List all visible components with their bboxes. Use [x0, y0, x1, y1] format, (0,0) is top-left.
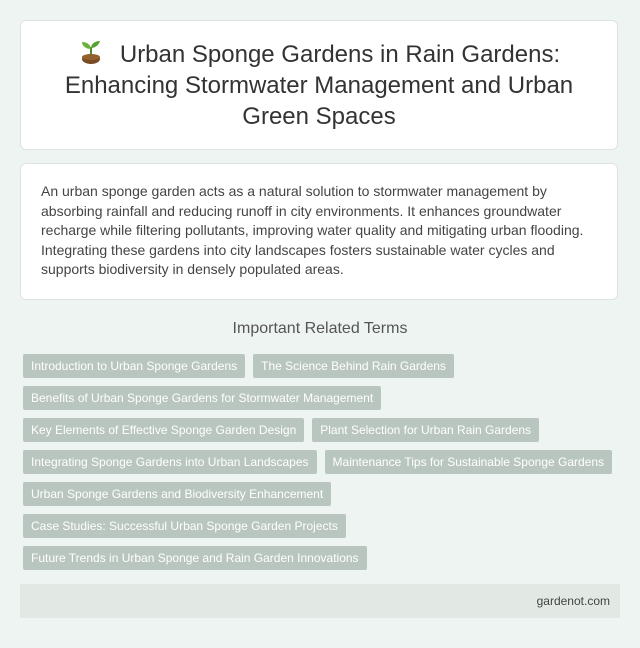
description-text: An urban sponge garden acts as a natural solution to stormwater management by absorbing rainfall and reducing runoff in city environments. It enhances groundwater recharge while filtering pollutants, improving water quality and mitigating urban flooding. Integrating these gardens into city landscapes fosters sustainable water cycles and supports biodiversity in densely populated areas.	[41, 183, 584, 277]
term-tag[interactable]: Case Studies: Successful Urban Sponge Garden Projects	[23, 514, 346, 538]
term-tag[interactable]: Plant Selection for Urban Rain Gardens	[312, 418, 539, 442]
term-tag[interactable]: The Science Behind Rain Gardens	[253, 354, 454, 378]
related-terms-heading: Important Related Terms	[232, 320, 408, 337]
description-card	[20, 163, 618, 300]
term-tag[interactable]: Key Elements of Effective Sponge Garden Design	[23, 418, 304, 442]
related-terms-list	[23, 354, 623, 570]
page-title	[51, 39, 587, 132]
title-card	[20, 20, 618, 150]
term-tag[interactable]: Maintenance Tips for Sustainable Sponge Gardens	[325, 450, 613, 474]
term-tag[interactable]: Introduction to Urban Sponge Gardens	[23, 354, 245, 378]
title-text: Urban Sponge Gardens in Rain Gardens: Enhancing Stormwater Management and Urban Green Spaces	[64, 40, 574, 130]
term-tag[interactable]: Future Trends in Urban Sponge and Rain Garden Innovations	[23, 546, 367, 570]
sprout-icon	[78, 41, 104, 65]
footer	[20, 584, 620, 618]
term-tag[interactable]: Integrating Sponge Gardens into Urban Landscapes	[23, 450, 317, 474]
term-tag[interactable]: Urban Sponge Gardens and Biodiversity Enhancement	[23, 482, 331, 506]
term-tag[interactable]: Benefits of Urban Sponge Gardens for Stormwater Management	[23, 386, 381, 410]
site-link[interactable]: gardenot.com	[536, 594, 610, 608]
